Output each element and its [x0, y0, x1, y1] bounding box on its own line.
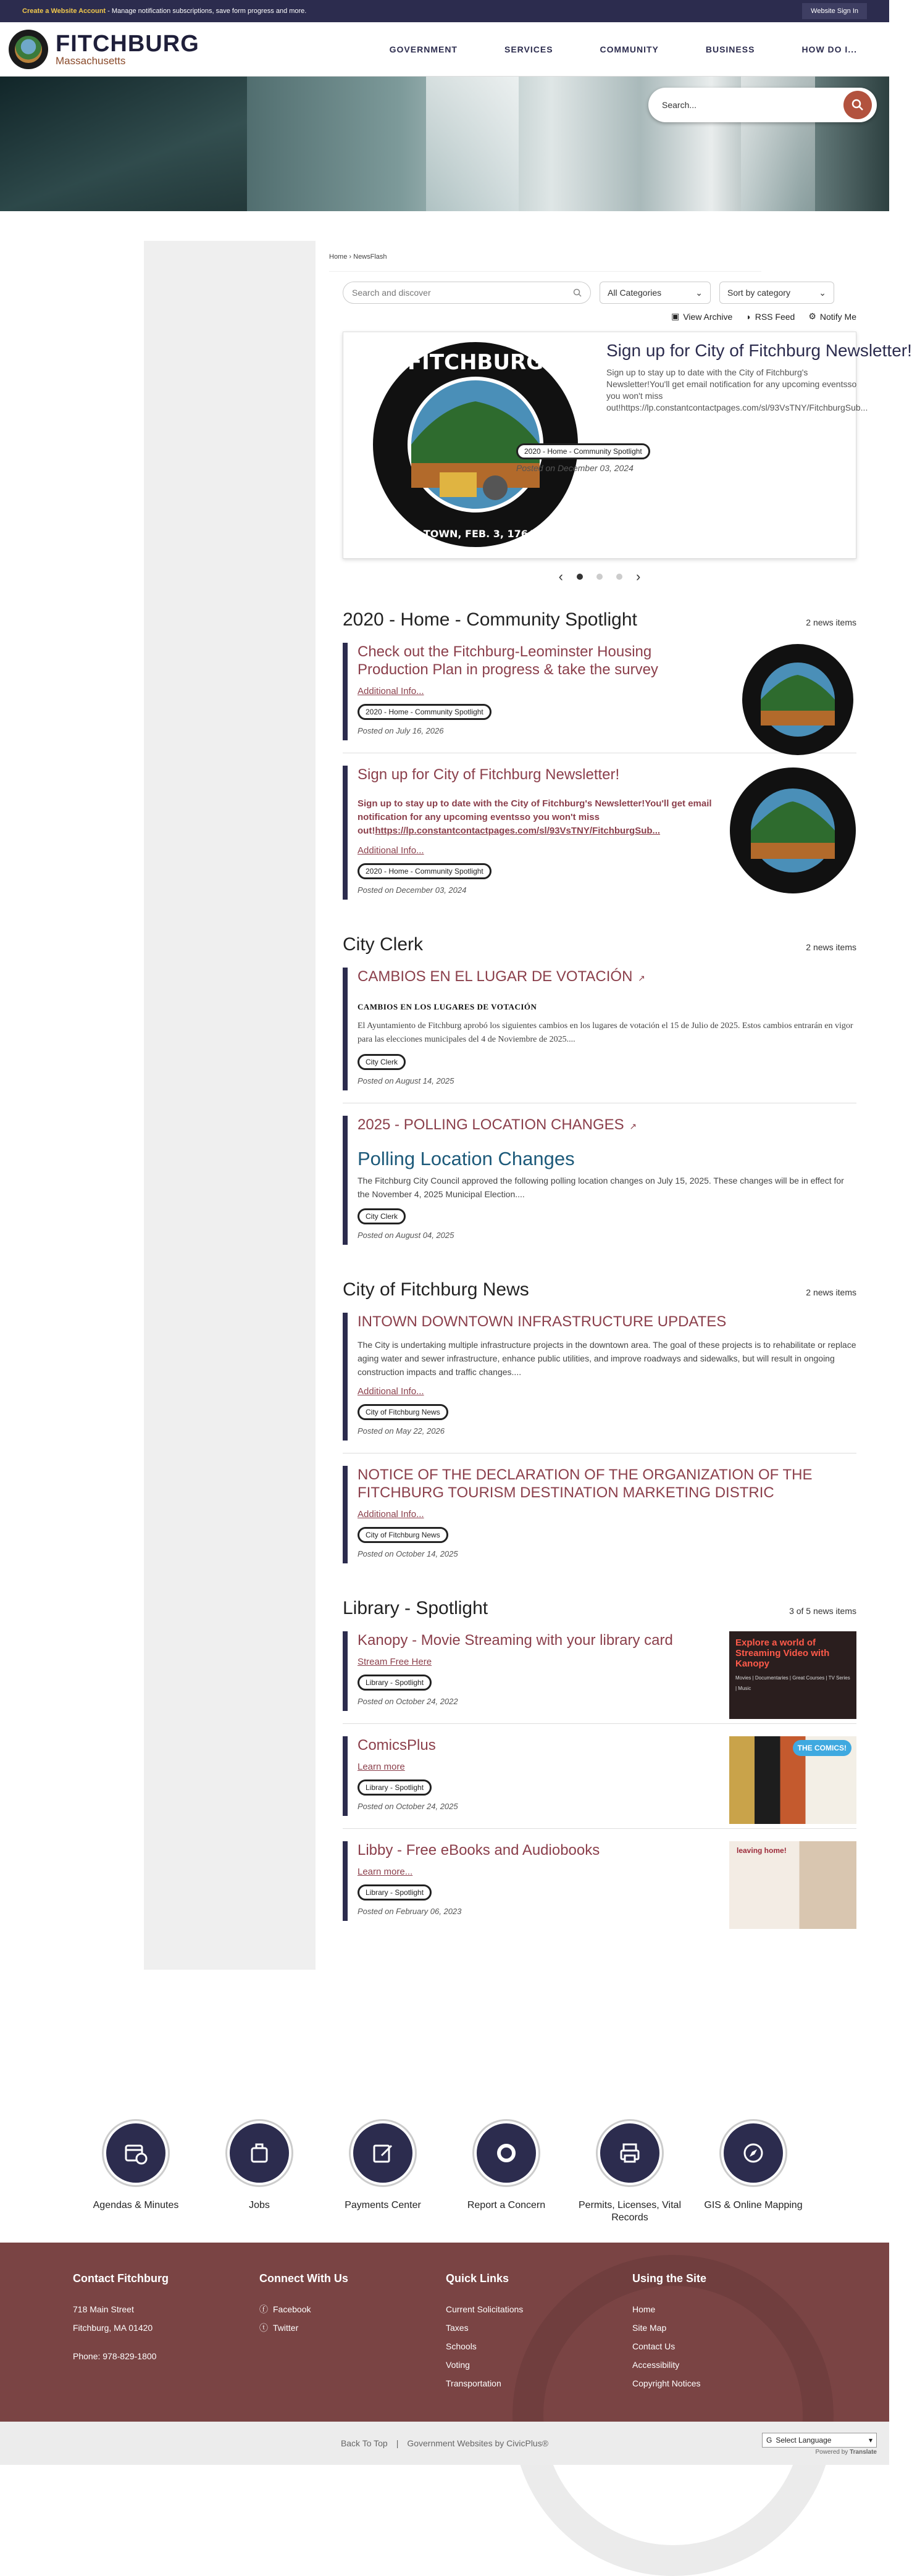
rss-feed-label: RSS Feed	[755, 311, 795, 322]
news-item-body: The City is undertaking multiple infrastructure projects in the downtown area. The goal of these projects is to rehabilitate or replace aging water and sewer infrastructure, enhance public utilities, and improve roadways and sidewalks, but will result in ongoing construction impacts and traffic changes....	[358, 1340, 856, 1377]
language-selector	[762, 2433, 877, 2456]
featured-carousel	[343, 332, 912, 559]
footer-link[interactable]: Transportation	[446, 2378, 501, 2388]
news-item-posted: Posted on October 24, 2022	[358, 1697, 458, 1706]
civicplus-link[interactable]: Government Websites by CivicPlus®	[407, 2438, 549, 2448]
category-select-value: All Categories	[608, 288, 662, 298]
divider	[343, 1828, 856, 1829]
breadcrumb	[329, 241, 761, 272]
news-item	[343, 1116, 856, 1245]
section-title: 2020 - Home - Community Spotlight	[343, 609, 637, 630]
news-item-posted: Posted on October 14, 2025	[358, 1549, 458, 1558]
section-library-spotlight	[343, 1598, 856, 1921]
additional-info-link[interactable]: Additional Info...	[358, 686, 424, 696]
nav-services[interactable]: SERVICES	[504, 44, 553, 54]
chevron-left-icon[interactable]: ‹	[558, 569, 563, 584]
city-seal-thumbnail	[739, 643, 856, 756]
content-area	[71, 211, 912, 2082]
section-title: Library - Spotlight	[343, 1598, 488, 1618]
search-icon	[573, 288, 582, 297]
main-nav	[366, 22, 881, 77]
archive-icon: ▣	[671, 311, 680, 321]
learn-more-link[interactable]: Learn more	[358, 1762, 405, 1772]
carousel-dot-3[interactable]	[616, 574, 622, 580]
news-item-posted: Posted on July 16, 2026	[358, 726, 444, 735]
facebook-label: Facebook	[273, 2304, 311, 2314]
external-link-icon: ↗	[629, 1121, 637, 1131]
news-item	[343, 766, 856, 900]
quick-link-payments[interactable]	[321, 2119, 445, 2243]
news-item-posted: Posted on August 04, 2025	[358, 1231, 454, 1240]
news-item-posted: Posted on December 03, 2024	[358, 885, 467, 895]
divider	[343, 1723, 856, 1724]
create-account-text	[22, 7, 306, 15]
external-link-icon: ↗	[638, 973, 645, 983]
gear-icon: ⚙	[808, 311, 816, 321]
footer-connect	[259, 2272, 446, 2393]
facebook-icon: ⓕ	[259, 2304, 268, 2314]
footer-heading: Quick Links	[446, 2272, 509, 2285]
create-account-link[interactable]: Create a Website Account	[22, 7, 106, 15]
city-seal-logo	[9, 30, 48, 69]
footer-using-site	[632, 2272, 819, 2393]
carousel-controls	[343, 561, 856, 592]
category-select[interactable]	[600, 282, 711, 304]
news-tools	[343, 311, 856, 322]
hero-rocks	[0, 77, 247, 211]
section-count: 2 news items	[806, 942, 856, 952]
kanopy-thumb-text: Explore a world of Streaming Video with Kanopy	[735, 1637, 830, 1669]
facebook-link[interactable]	[259, 2300, 446, 2319]
news-item-heading: Polling Location Changes	[358, 1148, 575, 1169]
powered-by-label: Powered by	[815, 2449, 848, 2456]
footer-address-1: 718 Main Street	[73, 2304, 134, 2314]
news-item-title[interactable]: Sign up for City of Fitchburg Newsletter!	[358, 766, 620, 783]
comicsplus-thumbnail	[729, 1736, 856, 1824]
translate-link[interactable]: Translate	[850, 2449, 877, 2456]
carousel-title[interactable]: Sign up for City of Fitchburg Newsletter!	[606, 341, 912, 360]
twitter-label: Twitter	[273, 2323, 299, 2333]
carousel-posted: Posted on December 03, 2024	[516, 463, 634, 473]
quick-link-label: GIS & Online Mapping	[704, 2200, 803, 2210]
footer-link[interactable]: Home	[632, 2304, 656, 2314]
briefcase-icon	[247, 2141, 272, 2165]
news-item-tag[interactable]: 2020 - Home - Community Spotlight	[358, 863, 492, 879]
news-item-title[interactable]: ComicsPlus	[358, 1737, 436, 1754]
news-item-title[interactable]: Kanopy - Movie Streaming with your library card	[358, 1632, 673, 1649]
breadcrumb-current: NewsFlash	[353, 253, 387, 261]
footer-link[interactable]: Accessibility	[632, 2360, 680, 2370]
seal-text-top: FITCHBURG	[407, 350, 544, 375]
footer-heading: Contact Fitchburg	[73, 2272, 169, 2285]
footer-heading: Connect With Us	[259, 2272, 348, 2285]
carousel-tag[interactable]: 2020 - Home - Community Spotlight	[516, 443, 650, 459]
quick-link-label: Jobs	[249, 2200, 270, 2210]
news-item-body: El Ayuntamiento de Fitchburg aprobó los siguientes cambios en los lugares de votación el 15 de Julio de 2025. Estos cambios entrarán en vigor para las elecciones municipales del 4 de Noviembre de 2025....	[358, 1021, 853, 1044]
libby-thumb-text: leaving home!	[737, 1846, 787, 1855]
footer-address-2: Fitchburg, MA 01420	[73, 2323, 153, 2333]
footer-heading: Using the Site	[632, 2272, 707, 2285]
section-count: 2 news items	[806, 617, 856, 627]
news-item-tag[interactable]: Library - Spotlight	[358, 1884, 432, 1901]
section-title: City of Fitchburg News	[343, 1279, 529, 1300]
news-item-title[interactable]: Check out the Fitchburg-Leominster Housing Production Plan in progress & take the survey	[358, 643, 658, 678]
news-item-title[interactable]: Libby - Free eBooks and Audiobooks	[358, 1842, 600, 1859]
section-community-spotlight	[343, 609, 856, 900]
news-search-placeholder: Search and discover	[352, 288, 431, 298]
news-item-posted: Posted on October 24, 2025	[358, 1802, 458, 1811]
hero-waterfall	[426, 77, 519, 211]
quick-link-permits[interactable]	[568, 2119, 692, 2243]
google-g-icon: G	[766, 2436, 772, 2444]
chevron-down-icon: ⌄	[819, 287, 826, 298]
brand-name: FITCHBURG	[56, 30, 199, 57]
news-item-tag[interactable]: Library - Spotlight	[358, 1675, 432, 1691]
chevron-down-icon: ⌄	[695, 287, 703, 298]
site-search[interactable]	[648, 88, 877, 122]
kanopy-thumbnail	[729, 1631, 856, 1719]
news-item	[343, 1631, 856, 1711]
calendar-clock-icon	[123, 2141, 148, 2165]
powered-by	[762, 2449, 877, 2456]
twitter-icon: ⓣ	[259, 2323, 268, 2333]
seal-text-bottom: A TOWN, FEB. 3, 1764.	[412, 528, 539, 540]
news-item	[343, 1466, 856, 1563]
news-item	[343, 1841, 856, 1921]
carousel-dot-2[interactable]	[596, 574, 603, 580]
quick-link-label: Report a Concern	[467, 2200, 546, 2210]
breadcrumb-separator: ›	[347, 253, 354, 261]
news-item-title[interactable]	[358, 968, 856, 987]
teaser-link[interactable]: https://lp.constantcontactpages.com/sl/93VsTNY/FitchburgSub...	[375, 826, 661, 836]
site-header	[0, 22, 889, 77]
footer-contact	[73, 2272, 259, 2393]
news-item-title[interactable]: NOTICE OF THE DECLARATION OF THE ORGANIZATION OF THE FITCHBURG TOURISM DESTINATION MARKETING DISTRIC	[358, 1466, 813, 1501]
additional-info-link[interactable]: Additional Info...	[358, 1509, 424, 1520]
search-icon	[851, 99, 864, 111]
quick-link-label: Payments Center	[345, 2200, 421, 2210]
main-content	[329, 241, 912, 1921]
footer-link[interactable]: Site Map	[632, 2323, 667, 2333]
news-item-tag[interactable]: Library - Spotlight	[358, 1779, 432, 1796]
footer-link[interactable]: Contact Us	[632, 2341, 676, 2351]
news-item-posted: Posted on February 06, 2023	[358, 1907, 462, 1916]
news-item-tag[interactable]: City of Fitchburg News	[358, 1404, 448, 1420]
footer-link[interactable]: Voting	[446, 2360, 470, 2370]
news-item	[343, 1313, 856, 1441]
news-item-tag[interactable]: City Clerk	[358, 1054, 406, 1070]
language-select[interactable]	[762, 2433, 877, 2448]
quick-link-report[interactable]	[445, 2119, 568, 2243]
footer-link[interactable]: Current Solicitations	[446, 2304, 524, 2314]
ring-icon	[494, 2141, 519, 2165]
additional-info-link[interactable]: Additional Info...	[358, 1386, 424, 1397]
news-item	[343, 1736, 856, 1816]
news-item-posted: Posted on May 22, 2026	[358, 1426, 445, 1436]
section-city-news	[343, 1279, 856, 1563]
kanopy-thumb-sub: Movies | Documentaries | Great Courses | TV Series | Music	[735, 1675, 850, 1691]
footer-link[interactable]: Taxes	[446, 2323, 469, 2333]
section-city-clerk	[343, 934, 856, 1245]
footer-link[interactable]: Schools	[446, 2341, 477, 2351]
carousel-text	[606, 341, 912, 414]
comics-thumb-text: THE COMICS!	[793, 1740, 851, 1756]
rss-feed-link[interactable]	[746, 311, 795, 322]
sign-in-button[interactable]: Website Sign In	[802, 3, 867, 19]
brand-state: Massachusetts	[56, 54, 126, 67]
printer-icon	[617, 2141, 642, 2165]
news-item-tag[interactable]: City Clerk	[358, 1208, 406, 1224]
news-item-body: The Fitchburg City Council approved the following polling location changes on July 15, 2025. These changes will be in effect for the November 4, 2025 Municipal Election....	[358, 1176, 844, 1199]
news-item-posted: Posted on August 14, 2025	[358, 1076, 454, 1085]
quick-link-gis[interactable]	[692, 2119, 815, 2243]
breadcrumb-home[interactable]: Home	[329, 253, 348, 261]
site-logo[interactable]	[9, 30, 199, 69]
footer-phone: Phone: 978-829-1800	[73, 2351, 157, 2361]
notify-me-label: Notify Me	[819, 311, 856, 322]
news-item-teaser	[358, 797, 728, 838]
language-select-label: Select Language	[776, 2436, 832, 2444]
sort-select-value: Sort by category	[727, 288, 790, 298]
news-item-title-text: 2025 - POLLING LOCATION CHANGES	[358, 1116, 624, 1133]
footer-quick-links	[446, 2272, 632, 2393]
news-item	[343, 643, 856, 740]
bottom-separator: |	[396, 2438, 399, 2448]
news-item-title-text: CAMBIOS EN EL LUGAR DE VOTACIÓN	[358, 968, 633, 985]
city-seal-thumbnail	[729, 766, 856, 895]
compass-icon	[741, 2141, 766, 2165]
section-count: 3 of 5 news items	[789, 1606, 856, 1616]
news-item-tag[interactable]: City of Fitchburg News	[358, 1527, 448, 1543]
news-item-title[interactable]	[358, 1116, 856, 1135]
news-search-input[interactable]	[343, 282, 591, 304]
news-item-title[interactable]: INTOWN DOWNTOWN INFRASTRUCTURE UPDATES	[358, 1313, 727, 1330]
view-archive-label: View Archive	[683, 311, 733, 322]
sort-select[interactable]	[719, 282, 834, 304]
back-to-top-link[interactable]: Back To Top	[340, 2438, 388, 2448]
view-archive-link[interactable]	[671, 311, 732, 322]
site-search-button[interactable]	[843, 91, 872, 119]
hero-banner	[0, 77, 889, 211]
sidebar	[144, 241, 316, 1970]
section-count: 2 news items	[806, 1287, 856, 1297]
nav-government[interactable]: GOVERNMENT	[389, 44, 458, 54]
stream-free-link[interactable]: Stream Free Here	[358, 1657, 432, 1667]
news-item-subtitle: CAMBIOS EN LOS LUGARES DE VOTACIÓN	[358, 1002, 537, 1011]
section-title: City Clerk	[343, 934, 424, 955]
form-pen-icon	[370, 2141, 395, 2165]
rss-icon: ◗	[746, 311, 751, 322]
libby-thumbnail	[729, 1841, 856, 1929]
quick-links-bar	[0, 2082, 889, 2243]
site-search-input[interactable]: Search...	[662, 100, 697, 110]
quick-link-jobs[interactable]	[198, 2119, 321, 2243]
chevron-right-icon[interactable]: ›	[636, 569, 641, 584]
footer-link[interactable]: Copyright Notices	[632, 2378, 701, 2388]
nav-how-do-i[interactable]: HOW DO I...	[801, 44, 857, 54]
carousel-body: Sign up to stay up to date with the City of Fitchburg's Newsletter!You'll get email notification for any upcoming eventsso you won't miss out!https://lp.constantcontactpages.com/sl/93VsTNY/FitchburgSub...	[606, 367, 868, 412]
nav-business[interactable]: BUSINESS	[705, 44, 755, 54]
nav-community[interactable]: COMMUNITY	[600, 44, 659, 54]
twitter-link[interactable]	[259, 2319, 446, 2337]
additional-info-link[interactable]: Additional Info...	[358, 845, 424, 856]
learn-more-link[interactable]: Learn more...	[358, 1867, 413, 1877]
quick-link-agendas[interactable]	[74, 2119, 198, 2243]
top-utility-bar	[0, 0, 889, 22]
chevron-down-icon: ▾	[868, 2436, 872, 2444]
carousel-dot-1[interactable]	[577, 574, 583, 580]
bottom-bar	[0, 2422, 889, 2465]
news-item-tag[interactable]: 2020 - Home - Community Spotlight	[358, 704, 492, 720]
quick-link-label: Agendas & Minutes	[93, 2200, 179, 2210]
notify-me-link[interactable]	[808, 311, 856, 322]
site-footer	[0, 2243, 889, 2422]
news-filters	[343, 282, 857, 304]
create-account-desc: - Manage notification subscriptions, save form progress and more.	[106, 7, 307, 15]
quick-link-label: Permits, Licenses, Vital Records	[579, 2200, 681, 2223]
teaser-text: Sign up to stay up to date with the City of Fitchburg's Newsletter!You'll get email notification for any upcoming eventsso you won't miss out!	[358, 798, 712, 836]
news-item	[343, 968, 856, 1090]
